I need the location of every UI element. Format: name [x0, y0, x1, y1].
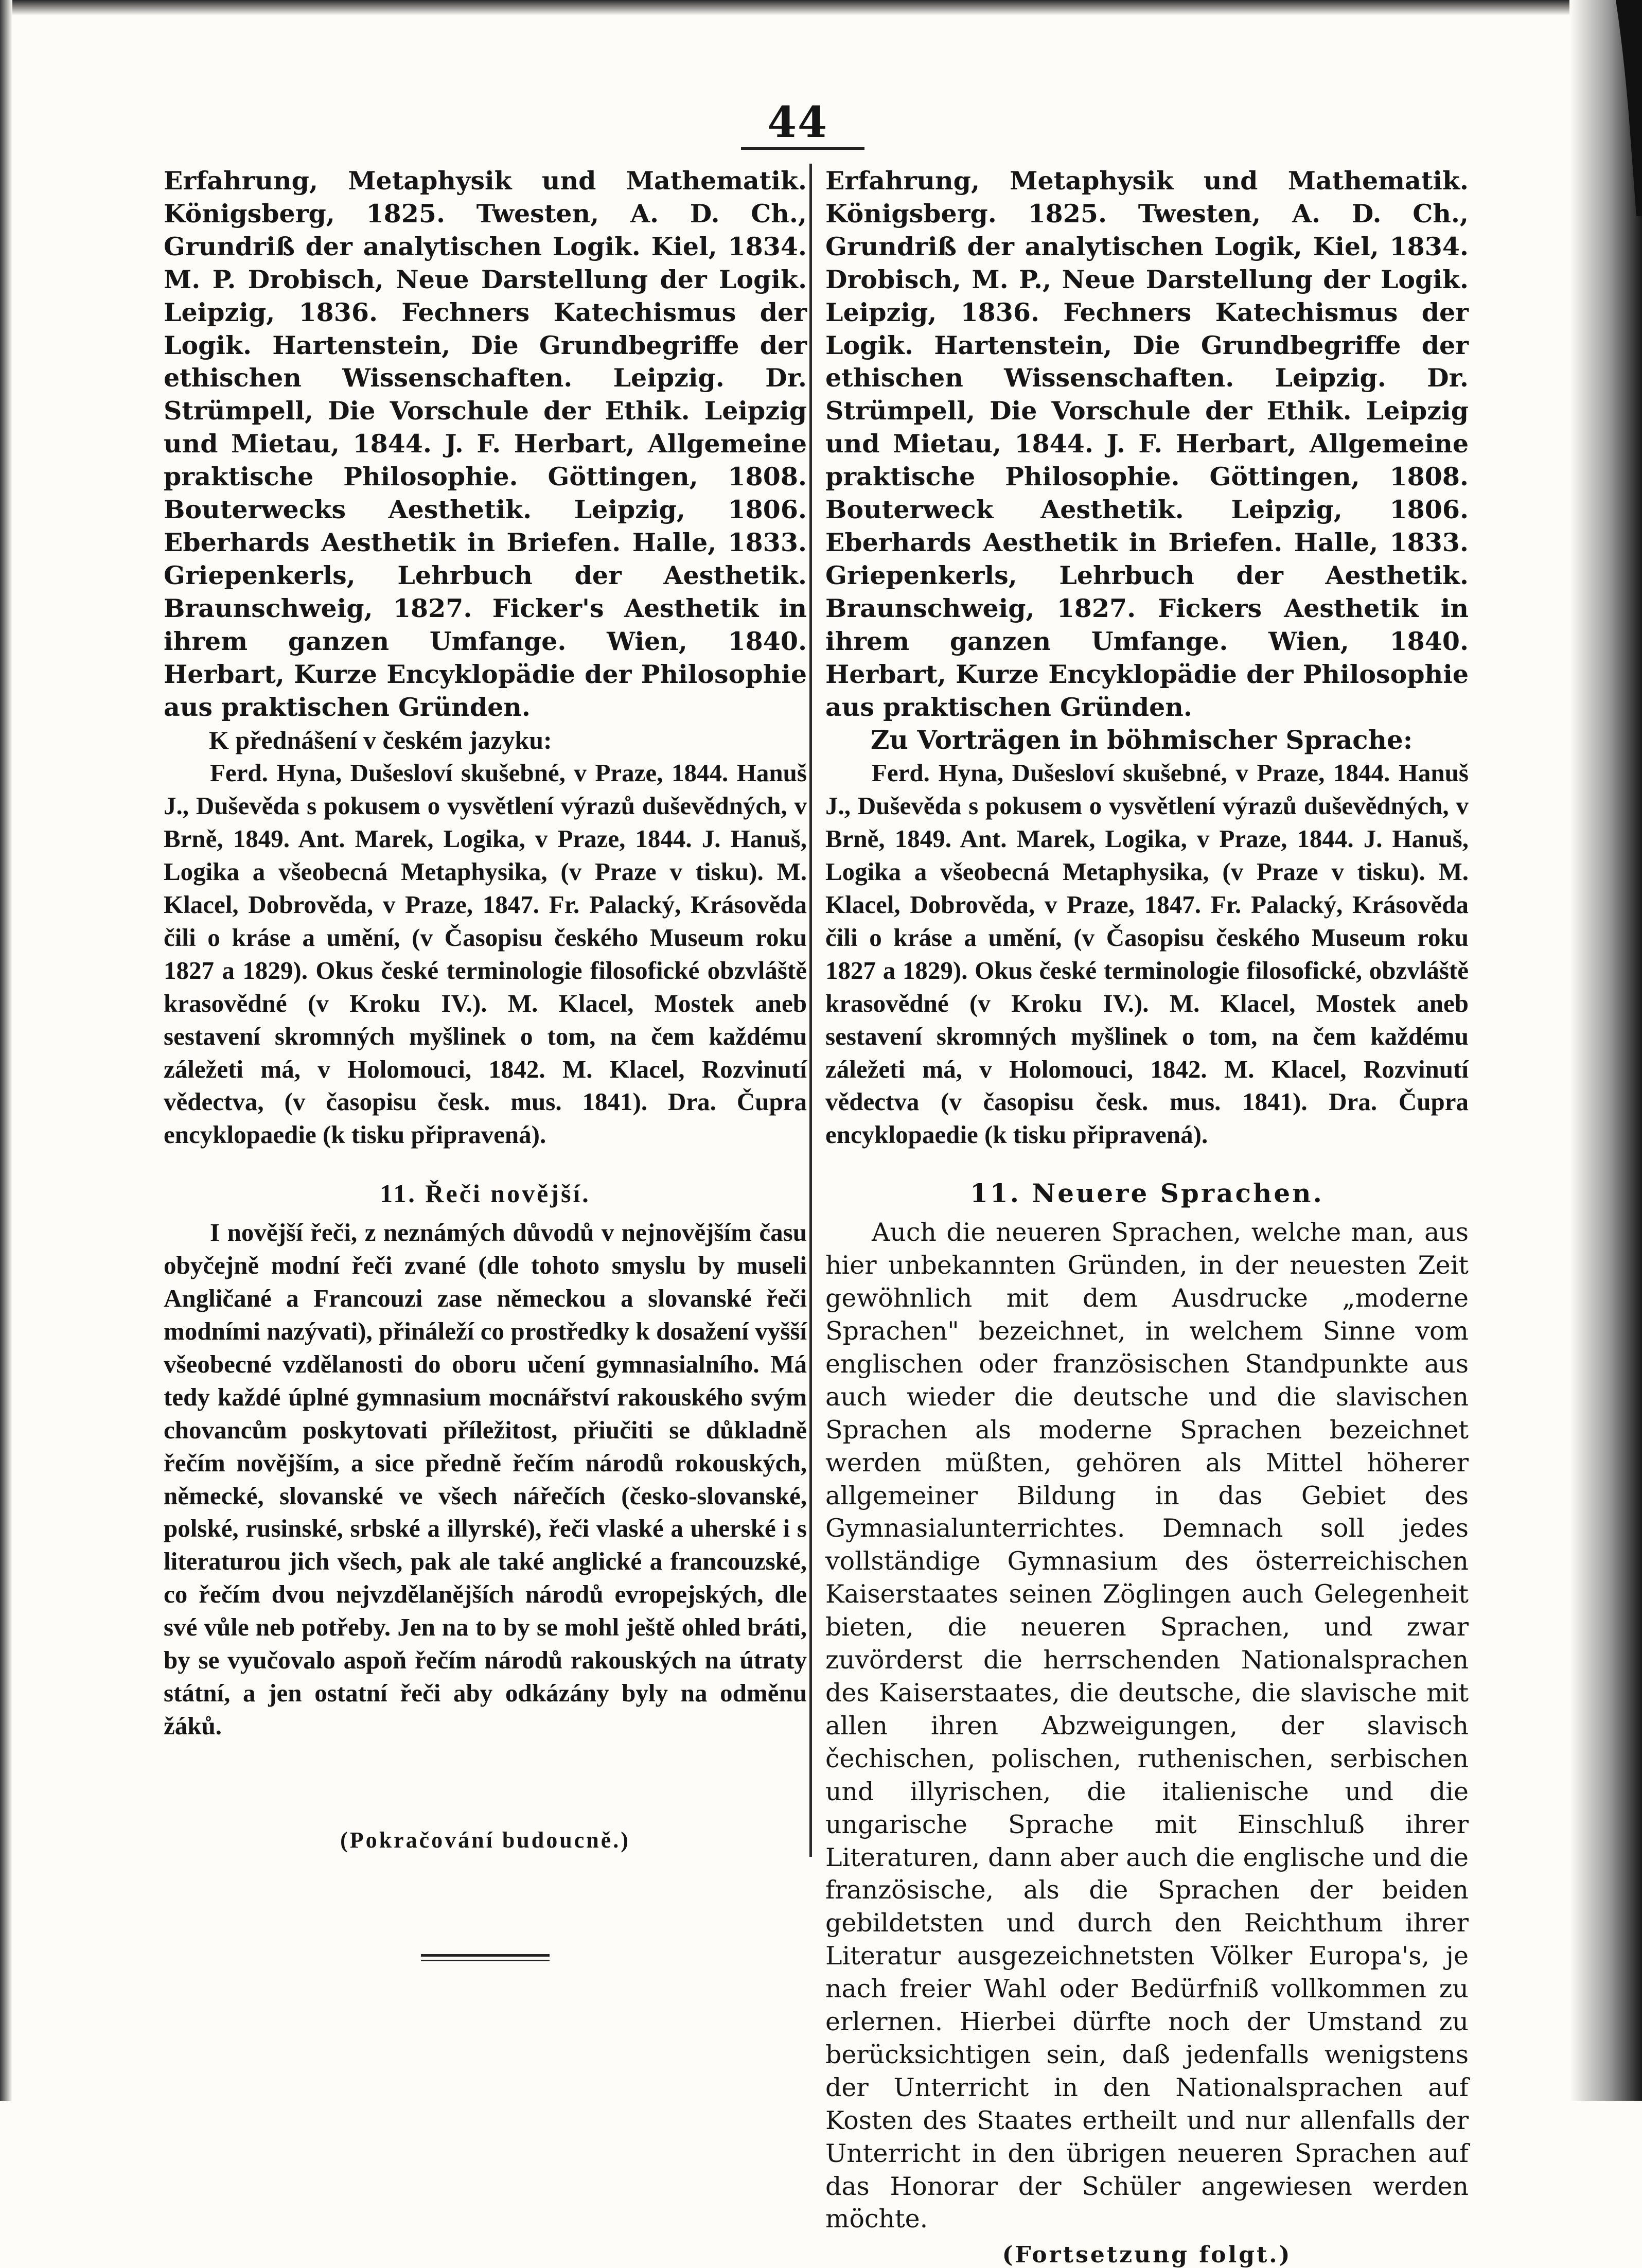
- czech-references: Ferd. Hyna, Dušesloví skušebné, v Praze, 1844. Hanuš J., Duševěda s pokusem o vysvětlení výrazů duševědných, v Brně, 1849. Ant. Marek, Logika, v Praze, 1844. J. Hanuš, Logika a všeobecná Metaphysika, (v Praze v tisku). M. Klacel, Dobrověda, v Praze, 1847. Fr. Palacký, Krásověda čili o kráse a umění, (v Časopisu českého Museum roku 1827 a 1829). Okus české terminologie filosofické, obzvláště krasovědné (v Kroku IV.). M. Klacel, Mostek aneb sestavení skromných myšlinek o tom, na čem každému záležeti má, v Holomouci, 1842. M. Klacel, Rozvinutí vědectva (v časopisu česk. mus. 1841). Dra. Čupra encyklopaedie (k tisku připravená).: [825, 759, 1469, 1149]
- left-column: [164, 165, 807, 1964]
- section-body: I novější řeči, z neznámých důvodů v nejnovějším času obyčejně modní řeči zvané (dle tohoto smyslu by museli Angličané a Francouzi zase německou a slovanské řeči modními nazývati), přináleží co prostředky k dosažení vyšší všeobecné vzdělanosti do oboru učení gymnasialního. Má tedy každé úplné gymnasium mocnářství rakouského svým chovancům poskytovati příležitost, přiučiti se důkladně řečím novějším, a sice předně řečím národů rokouských, německé, slovanské ve všech nářečích (česko-slovanské, polské, rusinské, srbské a illyrské), řeči vlaské a uherské i s literaturou jich všech, pak ale také anglické a francouzské, co řečím dvou nejvzdělanějších národů evropejských, dle své vůle neb potřeby. Jen na to by se mohl ještě ohled bráti, by se vyučovalo aspoň řečím národů rakouských na útraty státní, a jen ostatní řeči aby odkázány byly na odměnu žáků.: [164, 1218, 807, 1740]
- page-number: 44: [767, 98, 828, 147]
- end-rule: [421, 1954, 550, 1961]
- section-title: 11. Neuere Sprachen.: [970, 1178, 1324, 1209]
- right-column: [825, 165, 1469, 2268]
- continuation-note: (Fortsetzung folgt.): [1002, 2242, 1292, 2268]
- continuation-note: (Pokračování budoucně.): [340, 1827, 630, 1853]
- page-left-shadow: [0, 0, 12, 2101]
- czech-lectures-heading: K přednášení v českém jazyku:: [209, 726, 552, 755]
- section-body: Auch die neueren Sprachen, welche man, aus hier unbekannten Gründen, in der neuesten Zeit gewöhnlich mit dem Ausdrucke „moderne Sprachen" bezeichnet, in welchem Sinne vom englischen oder französischen Standpunkte aus auch wieder die deutsche und die slavischen Sprachen als moderne Sprachen bezeichnet werden müßten, gehören als Mittel höherer allgemeiner Bildung in das Gebiet des Gymnasialunterrichtes. Demnach soll jedes vollständige Gymnasium des österreichischen Kaiserstaates seinen Zöglingen auch Gelegenheit bieten, die neueren Sprachen, und zwar zuvörderst die herrschenden Nationalsprachen des Kaiserstaates, die deutsche, die slavische mit allen ihren Abzweigungen, der slavisch čechischen, polischen, ruthenischen, serbischen und illyrischen, die italienische und die ungarische Sprache mit Einschluß ihrer Literaturen, dann aber auch die englische und die französische, als die Sprachen der beiden gebildetsten und durch den Reichthum ihrer Literatur ausgezeichnetsten Völker Europa's, je nach freier Wahl oder Bedürfniß vollkommen zu erlernen. Hierbei dürfte noch der Umstand zu berücksichtigen sein, daß jedenfalls wenigstens der Unterricht in den Nationalsprachen auf Kosten des Staates ertheilt und nur allenfalls der Unterricht in den übrigen neueren Sprachen auf das Honorar der Schüler angewiesen werden möchte.: [825, 1218, 1469, 2234]
- page-number-rule: [741, 147, 864, 150]
- german-references: Erfahrung, Metaphysik und Mathematik. Königsberg. 1825. Twesten, A. D. Ch., Grundriß der analytischen Logik, Kiel, 1834. Drobisch, M. P., Neue Darstellung der Logik. Leipzig, 1836. Fechners Katechismus der Logik. Hartenstein, Die Grundbegriffe der ethischen Wissenschaften. Leipzig. Dr. Strümpell, Die Vorschule der Ethik. Leipzig und Mietau, 1844. J. F. Herbart, Allgemeine praktische Philosophie. Göttingen, 1808. Bouterweck Aesthetik. Leipzig, 1806. Eberhards Aesthetik in Briefen. Halle, 1833. Griepenkerls, Lehrbuch der Aesthetik. Braunschweig, 1827. Fickers Aesthetik in ihrem ganzen Umfange. Wien, 1840. Herbart, Kurze Encyklopädie der Philosophie aus praktischen Gründen.: [825, 166, 1469, 722]
- bohemian-lectures-heading: Zu Vorträgen in böhmischer Sprache:: [871, 725, 1413, 755]
- german-references: Erfahrung, Metaphysik und Mathematik. Königsberg, 1825. Twesten, A. D. Ch., Grundriß der analytischen Logik. Kiel, 1834. M. P. Drobisch, Neue Darstellung der Logik. Leipzig, 1836. Fechners Katechismus der Logik. Hartenstein, Die Grundbegriffe der ethischen Wissenschaften. Leipzig. Dr. Strümpell, Die Vorschule der Ethik. Leipzig und Mietau, 1844. J. F. Herbart, Allgemeine praktische Philosophie. Göttingen, 1808. Bouterwecks Aesthetik. Leipzig, 1806. Eberhards Aesthetik in Briefen. Halle, 1833. Griepenkerls, Lehrbuch der Aesthetik. Braunschweig, 1827. Ficker's Aesthetik in ihrem ganzen Umfange. Wien, 1840. Herbart, Kurze Encyklopädie der Philosophie aus praktischen Gründen.: [164, 166, 807, 722]
- column-divider: [809, 164, 812, 1857]
- page-edge-curve: [1564, 0, 1642, 216]
- page-right-shadow: [1569, 0, 1642, 2101]
- czech-references: Ferd. Hyna, Dušesloví skušebné, v Praze, 1844. Hanuš J., Duševěda s pokusem o vysvětlení výrazů duševědných, v Brně, 1849. Ant. Marek, Logika, v Praze, 1844. J. Hanuš, Logika a všeobecná Metaphysika, (v Praze v tisku). M. Klacel, Dobrověda, v Praze, 1847. Fr. Palacký, Krásověda čili o kráse a umění, (v Časopisu českého Museum roku 1827 a 1829). Okus české terminologie filosofické obzvláště krasovědné (v Kroku IV.). M. Klacel, Mostek aneb sestavení skromných myšlinek o tom, na čem každému záležeti má, v Holomouci, 1842. M. Klacel, Rozvinutí vědectva, (v časopisu česk. mus. 1841). Dra. Čupra encyklopaedie (k tisku připravená).: [164, 759, 807, 1149]
- page-top-shadow: [0, 0, 1642, 15]
- section-title: 11. Řeči novější.: [380, 1179, 591, 1208]
